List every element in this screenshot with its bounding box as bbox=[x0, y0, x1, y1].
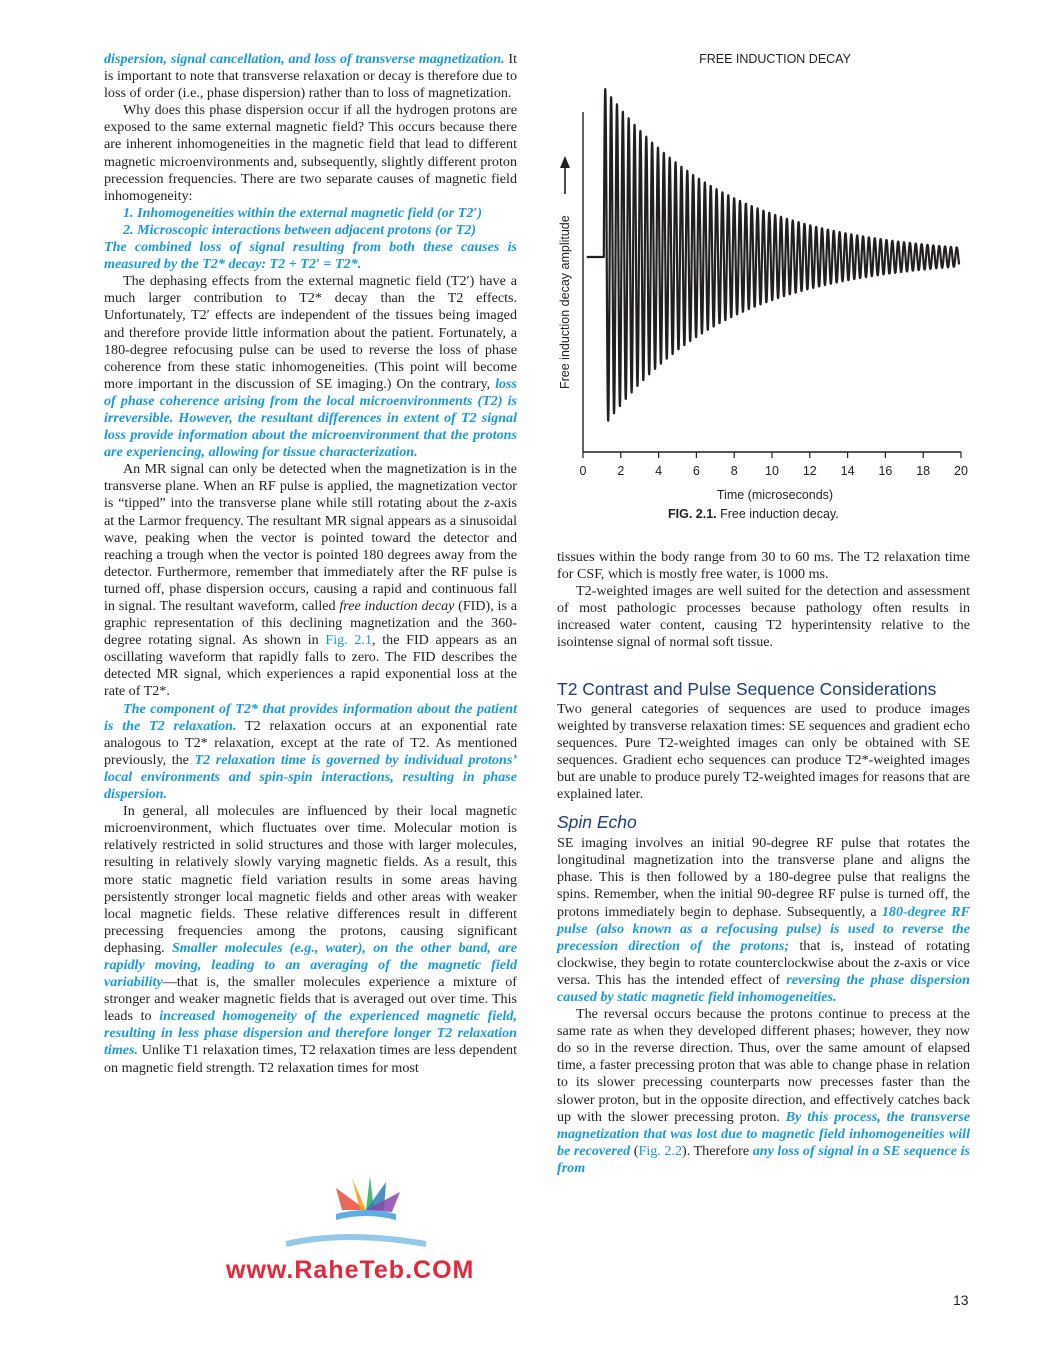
x-tick-label: 12 bbox=[802, 464, 817, 478]
x-tick-label: 0 bbox=[579, 464, 587, 478]
chart-title: FREE INDUCTION DECAY bbox=[699, 52, 851, 66]
right-column bbox=[557, 549, 970, 1177]
text-run: Why does this phase dispersion occur if all the hydrogen protons are exposed to the same external magnetic field? This occurs because there are inherent inhomogeneities in the magnetic field that lead to different magnetic microenvironments and, subsequently, slightly different proton precession frequencies. There are two separate causes of magnetic field inhomogeneity: bbox=[104, 102, 517, 204]
fid-signal-line bbox=[587, 89, 959, 421]
list-item: 1. Inhomogeneities within the external magnetic field (or T2′) bbox=[123, 204, 483, 221]
italic-text: z bbox=[484, 495, 490, 512]
highlighted-text: Smaller molecules (e.g., water), on the other band, are rapidly moving, leading to an averaging of the magnetic field variability bbox=[104, 939, 517, 991]
text-run: The dephasing effects from the external magnetic field (T2′) have a much larger contribution to T2* decay than the T2 effects. Unfortunately, T2′ effects are independent of the tissues being imaged and therefore provide little information about the patient. Fortunately, a 180-degree refocusing pulse can be used to reverse the loss of phase coherence from these static inhomogeneities. (This point will become more important in the discussion of SE imaging.) On the contrary, bbox=[104, 273, 517, 392]
list-item: 2. Microscopic interactions between adjacent protons (or T2) bbox=[123, 221, 477, 238]
paragraph bbox=[104, 461, 517, 700]
x-tick-label: 6 bbox=[692, 464, 700, 478]
y-axis-arrow-icon bbox=[560, 156, 570, 168]
highlighted-text: 180-degree RF pulse (also known as a refocusing pulse) is used to reverse the precession direction of the protons; bbox=[557, 903, 970, 954]
caption-label: FIG. 2.1. bbox=[668, 507, 717, 521]
text-run: T2 relaxation occurs at an exponential rate analogous to T2* relaxation, except at the rate of T2. As mentioned previously, the bbox=[104, 717, 517, 768]
paragraph bbox=[557, 1006, 970, 1177]
highlighted-text: The component of T2* that provides information about the patient is the T2 relaxation. bbox=[104, 700, 517, 734]
text-run: T2-weighted images are well suited for the detection and assessment of most pathologic processes because pathology often results in increased water content, causing T2 hyperintensity relative to the isointense signal of normal soft tissue. bbox=[557, 583, 970, 651]
highlighted-text: any loss of signal in a SE sequence is from bbox=[557, 1142, 971, 1176]
highlighted-text: The combined loss of signal resulting from both these causes is measured by the T2* decay: T2 + T2′ = T2*. bbox=[104, 239, 517, 273]
figure-2-1 bbox=[550, 40, 980, 530]
x-tick-label: 18 bbox=[916, 464, 931, 478]
italic-text: z bbox=[894, 954, 900, 971]
text-run: Unlike T1 relaxation times, T2 relaxation times are less dependent on magnetic field strength. T2 relaxation times for most bbox=[104, 1042, 517, 1076]
highlighted-text: T2 relaxation time is governed by individual protons’ local environments and spin-spin interactions, resulting in phase dispersion. bbox=[104, 751, 518, 803]
text-run: In general, all molecules are influenced by their local magnetic microenvironment, which fluctuates over time. Molecular motion is relatively restricted in solid structures and those with larger molecules, resulting in relatively slowly varying magnetic fields. As a result, this more static magnetic field variation results in some areas having persistently stronger local magnetic fields and other areas with weaker local magnetic fields. These relative differences result in different precessing frequencies among the protons, causing significant dephasing. bbox=[104, 803, 517, 956]
text-run: —that is, the smaller molecules experience a mixture of stronger and weaker magnetic fields that is averaged out over time. This leads to bbox=[104, 974, 517, 1025]
text-run: The reversal occurs because the protons continue to precess at the same rate as when they developed different phases; however, they now do so in the reverse direction. Thus, over the same amount of elapsed time, a faster precessing proton that was able to change phase in relation to its slower precessing counterparts now precesses faster than the slower proton, but in the opposite direction, and effectively catches back up with the slower precessing proton. bbox=[557, 1006, 970, 1125]
paragraph bbox=[104, 803, 517, 1077]
highlighted-text: loss of phase coherence arising from the local microenvironments (T2) is irreversible. However, the resultant differences in extent of T2 signal loss provide information about the microenvironment that the protons are experiencing, allowing for tissue characterization. bbox=[104, 375, 517, 461]
text-run: ( bbox=[630, 1142, 639, 1159]
text-run: , the FID appears as an oscillating waveform that rapidly falls to zero. The FID describes the detected MR signal, which experiences a rapid exponential loss at the rate of T2*. bbox=[104, 632, 517, 700]
highlighted-text: dispersion, signal cancellation, and loss of transverse magnetization. bbox=[104, 51, 505, 67]
x-tick-label: 10 bbox=[765, 464, 779, 478]
text-run: -axis or vice versa. This has the intended effect of bbox=[557, 954, 970, 988]
y-axis-label: Free induction decay amplitude bbox=[558, 215, 572, 389]
paragraph bbox=[557, 549, 970, 583]
x-ticks bbox=[580, 452, 968, 478]
paragraph bbox=[104, 102, 517, 205]
text-run: It is important to note that transverse relaxation or decay is therefore due to loss of order (i.e., phase dispersion) rather than to loss of magnetization. bbox=[104, 51, 517, 102]
paragraph bbox=[104, 239, 517, 273]
text-run: ). Therefore bbox=[682, 1142, 753, 1159]
italic-text: free induction decay bbox=[339, 598, 455, 614]
text-run: -axis at the Larmor frequency. The resultant MR signal appears as a sinusoidal wave, peaking when the vector is pointed toward the detector and reaching a trough when the vector is pointed 180 degrees away from the detector. Furthermore, remember that immediately after the RF pulse is turned off, phase dispersion occurs, causing a rapid and continuous fall in signal. The resultant waveform, called bbox=[104, 495, 517, 614]
x-axis-label: Time (microseconds) bbox=[716, 488, 834, 502]
page-number: 13 bbox=[953, 1292, 969, 1308]
paragraph bbox=[557, 835, 970, 1006]
highlighted-text: increased homogeneity of the experienced magnetic field, resulting in less phase dispersion and therefore longer T2 relaxation times. bbox=[104, 1008, 517, 1059]
x-tick-label: 2 bbox=[617, 464, 625, 478]
caption-text: Free induction decay. bbox=[720, 507, 839, 521]
text-run: Two general categories of sequences are used to produce images weighted by transverse relaxation times: SE sequences and gradient echo sequences. Pure T2-weighted images can only be obtained with SE sequences. Gradient echo sequences can produce T2*-weighted images but are unable to produce purely T2-weighted images for reasons that are explained later. bbox=[557, 700, 970, 803]
x-tick-label: 20 bbox=[954, 464, 968, 478]
paragraph bbox=[104, 273, 517, 461]
figure-link[interactable]: Fig. 2.2 bbox=[638, 1142, 683, 1159]
figure-caption bbox=[668, 507, 839, 521]
highlighted-text: By this process, the transverse magnetization that was lost due to magnetic field inhomogeneities will be recovered bbox=[557, 1108, 970, 1159]
x-tick-label: 8 bbox=[730, 464, 738, 478]
figure-link[interactable]: Fig. 2.1 bbox=[325, 632, 373, 649]
text-run: SE imaging involves an initial 90-degree RF pulse that rotates the longitudinal magnetization into the transverse plane and aligns the phase. This is then followed by a 180-degree pulse that realigns the spins. Remember, when the initial 90-degree RF pulse is turned off, the protons immediately begin to dephase. Subsequently, a bbox=[557, 835, 970, 920]
highlighted-text: reversing the phase dispersion caused by static magnetic field inhomogeneities. bbox=[557, 971, 970, 1005]
paragraph bbox=[557, 701, 970, 804]
paragraph bbox=[104, 51, 517, 102]
left-column bbox=[104, 51, 517, 1077]
paragraph bbox=[557, 583, 970, 651]
fid-chart bbox=[550, 40, 980, 510]
watermark bbox=[226, 1172, 475, 1312]
subsection-heading: Spin Echo bbox=[557, 812, 637, 833]
text-run: (FID), is a graphic representation of this declining magnetization and the 360-degree rotating signal. As shown in bbox=[104, 598, 517, 649]
x-tick-label: 4 bbox=[655, 464, 663, 478]
text-run: An MR signal can only be detected when the magnetization is in the transverse plane. When an RF pulse is applied, the magnetization vector is “tipped” into the transverse plane while still rotating about the bbox=[104, 461, 517, 512]
text-run: that is, instead of rotating clockwise, they begin to rotate counterclockwise about the bbox=[557, 937, 970, 971]
x-tick-label: 14 bbox=[840, 464, 855, 478]
x-tick-label: 16 bbox=[878, 464, 893, 478]
paragraph bbox=[104, 701, 517, 804]
watermark-logo-icon bbox=[226, 1172, 466, 1262]
text-run: tissues within the body range from 30 to 60 ms. The T2 relaxation time for CSF, which is mostly free water, is 1000 ms. bbox=[557, 549, 970, 583]
cause-list bbox=[104, 205, 517, 239]
section-heading: T2 Contrast and Pulse Sequence Considerations bbox=[557, 678, 937, 699]
watermark-text: www.RaheTeb.COM bbox=[226, 1256, 475, 1284]
